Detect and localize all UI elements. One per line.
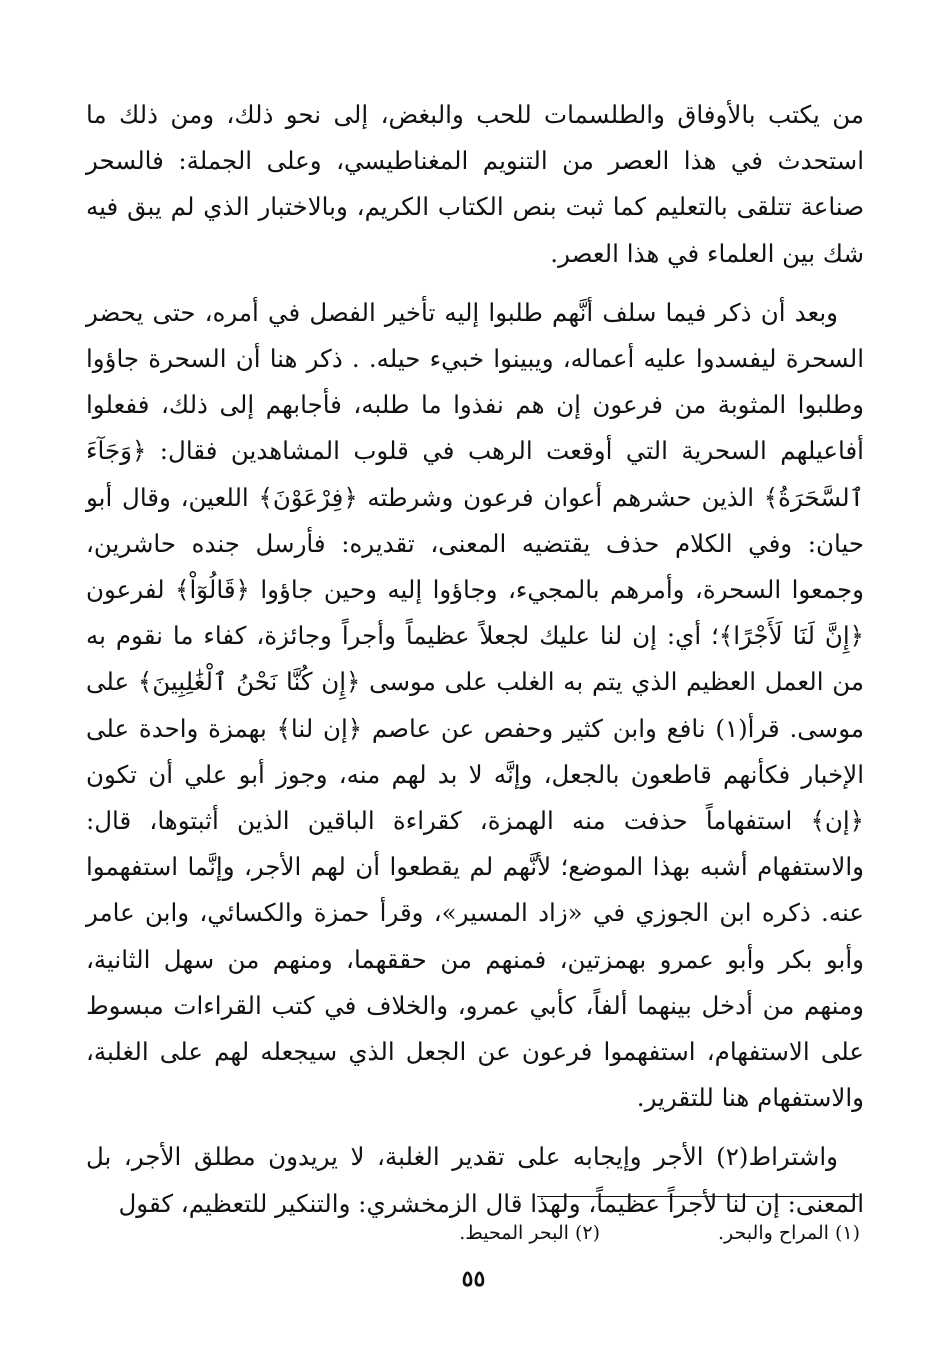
paragraph-2: وبعد أن ذكر فيما سلف أنَّهم طلبوا إليه تأخير الفصل في أمره، حتى يحضر السحرة ليفسدوا عليه أعماله، ويبينوا خبيء حيله. . ذكر هنا أن السحرة جاؤوا وطلبوا المثوبة من فرعون إن هم نفذوا ما طلبه، فأجابهم إلى ذلك، ففعلوا أفاعيلهم السحرية التي أوقعت الرهب في قلوب المشاهدين فقال: ﴿وَجَآءَ ٱلسَّحَرَةُ﴾ الذين حشرهم أعوان فرعون وشرطته ﴿فِرْعَوْنَ﴾ اللعين، وقال أبو حيان: وفي الكلام حذف يقتضيه المعنى، تقديره: فأرسل جنده حاشرين، وجمعوا السحرة، وأمرهم بالمجيء، وجاؤوا إليه وحين جاؤوا ﴿قَالُوٓاْ﴾ لفرعون ﴿إِنَّ لَنَا لَأَجْرًا﴾؛ أي: إن لنا عليك لجعلاً عظيماً وأجراً وجائزة، كفاء ما نقوم به من العمل العظيم الذي يتم به الغلب على موسى ﴿إِن كُنَّا نَحْنُ ٱلْغَٰلِبِينَ﴾ على موسى. قرأ(١) نافع وابن كثير وحفص عن عاصم ﴿إن لنا﴾ بهمزة واحدة على الإخبار فكأنهم قاطعون بالجعل، وإنَّه لا بد لهم منه، وجوز أبو علي أن تكون ﴿إن﴾ استفهاماً حذفت منه الهمزة، كقراءة الباقين الذين أثبتوها، قال: والاستفهام أشبه بهذا الموضع؛ لأنَّهم لم يقطعوا أن لهم الأجر، وإنَّما استفهموا عنه. ذكره ابن الجوزي في «زاد المسير»، وقرأ حمزة والكسائي، وابن عامر وأبو بكر وأبو عمرو بهمزتين، فمنهم من حققهما، ومنهم من سهل الثانية، ومنهم من أدخل بينهما ألفاً، كأبي عمرو، والخلاف في كتب القراءات مبسوط على الاستفهام، استفهموا فرعون عن الجعل الذي سيجعله لهم على الغلبة، والاستفهام هنا للتقرير.	[86, 297, 864, 1113]
footnote-2: (٢) البحر المحيط.	[459, 1222, 600, 1244]
footnote-1: (١) المراح والبحر.	[718, 1222, 860, 1244]
page-number: ٥٥	[461, 1266, 486, 1292]
paragraph-3: واشتراط(٢) الأجر وإيجابه على تقدير الغلبة، لا يريدون مطلق الأجر، بل المعنى: إن لنا لأجراً عظيماً، ولهذا قال الزمخشري: والتنكير للتعظيم، كقول	[86, 1142, 864, 1218]
footnote-separator	[537, 1196, 859, 1197]
footnotes	[150, 1218, 860, 1252]
main-text	[86, 92, 864, 1227]
paragraph-1: من يكتب بالأوفاق والطلسمات للحب والبغض، إلى نحو ذلك، ومن ذلك ما استحدث في هذا العصر من التنويم المغناطيسي، وعلى الجملة: فالسحر صناعة تتلقى بالتعليم كما ثبت بنص الكتاب الكريم، وبالاختبار الذي لم يبق فيه شك بين العلماء في هذا العصر.	[86, 100, 864, 268]
